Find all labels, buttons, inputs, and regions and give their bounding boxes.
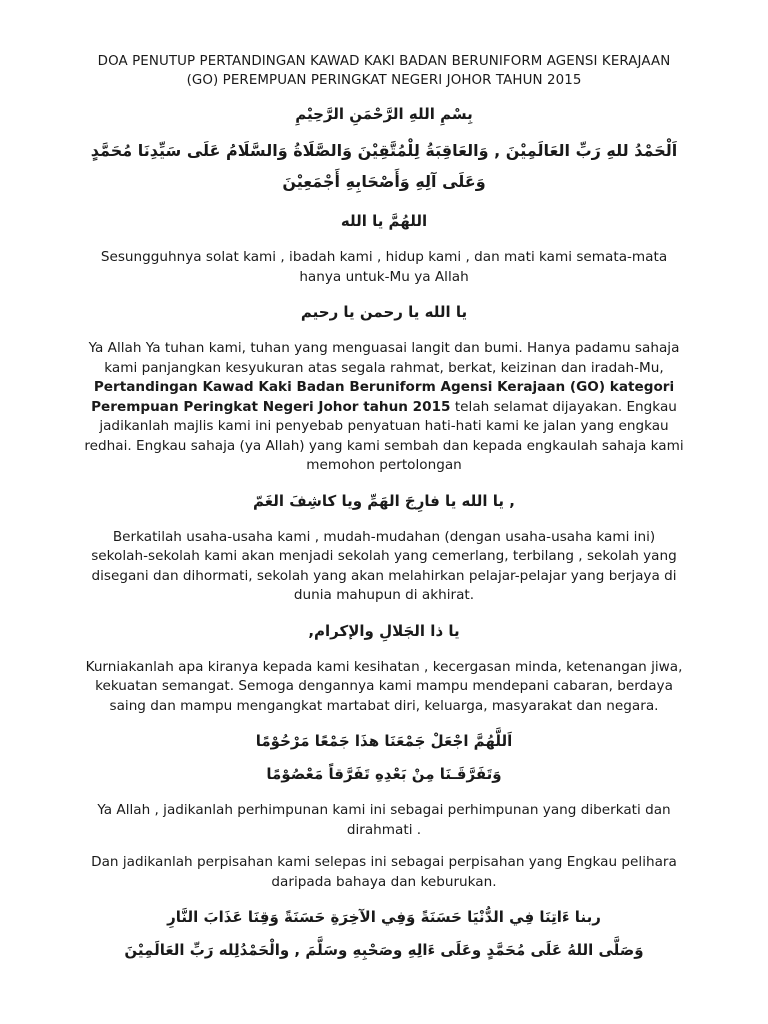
- paragraph-berkatilah: Berkatilah usaha-usaha kami , mudah-mudahan (dengan usaha-usaha kami ini) sekolah-sekolah kami akan menjadi sekolah yang cemerlang, terbilang , sekolah yang disegani dan dihormati, sekolah yang akan melahirkan pelajar-pelajar yang berjaya di dunia mahupun di akhirat.: [91, 528, 677, 603]
- document-title: DOA PENUTUP PERTANDINGAN KAWAD KAKI BADAN BERUNIFORM AGENSI KERAJAAN (GO) PEREMPUAN PERINGKAT NEGERI JOHOR TAHUN 2015: [97, 54, 671, 88]
- invocation-tafarruqan-masuman: وَتَفَرَّقَـنَا مِنْ بَعْدِهِ تَفَرَّقاً مَعْصُوْمًا: [266, 765, 502, 783]
- invocation-dhal-jalal: يا ذا الجَلالِ والإكرام,: [308, 621, 460, 640]
- invocation-jamaan-marhuman: اَللَّهُمَّ اجْعَلْ جَمْعَنَا هذَا جَمْعًا مَرْحُوْمًا: [255, 732, 513, 750]
- closing-salawat: وَصَلَّى اللهُ عَلَى مُحَمَّدٍ وعَلَى ءَالِهِ وصَحْبِهِ وسَلَّمَ , والْحَمْدُلِله رَبِّ العَالَمِيْنَ: [124, 941, 644, 959]
- closing-rabbana: ربنا ءَاتِنَا فِي الدُّنْيَا حَسَنَةً وَفِي الآخِرَةِ حَسَنَةً وَقِنَا عَذَابَ النَّارِ: [167, 908, 601, 926]
- paragraph-syukur-part-1: Ya Allah Ya tuhan kami, tuhan yang menguasai langit dan bumi. Hanya padamu sahaja kami panjangkan kesyukuran atas segala rahmat, berkat, keizinan dan iradah-Mu,: [88, 340, 680, 376]
- invocation-ya-allah: اللهُمَّ يا الله: [340, 212, 428, 230]
- hamdalah: اَلْحَمْدُ للهِ رَبِّ العَالَمِيْنَ , وَالعَاقِبَةُ لِلْمُتَّقِيْنَ وَالصَّلَاةُ وَالسَّلَامُ عَلَى سَيِّدِنَا مُحَمَّدٍ وَعَلَى آلِهِ وَأَصْحَابِهِ أَجْمَعِيْنَ: [90, 141, 678, 191]
- paragraph-syukur: [84, 339, 684, 476]
- invocation-rahman-rahim: يا الله يا رحمن يا رحيم: [300, 303, 468, 321]
- paragraph-kurniakanlah: Kurniakanlah apa kiranya kepada kami kesihatan , kecergasan minda, ketenangan jiwa, kekuatan semangat. Semoga dengannya kami mampu mendepani cabaran, berdaya saing dan mampu mengangkat martabat diri, keluarga, masyarakat dan negara.: [85, 658, 683, 714]
- paragraph-syukur-part-2: telah selamat dijayakan. Engkau jadikanlah majlis kami ini penyebab penyatuan hati-hati kami ke jalan yang engkau redhai. Engkau sahaja (ya Allah) yang kami sembah dan kepada engkaulah sahaja kami memohon pertolongan: [84, 398, 684, 473]
- paragraph-perpisahan: Dan jadikanlah perpisahan kami selepas ini sebagai perpisahan yang Engkau pelihara daripada bahaya dan keburukan.: [91, 854, 677, 890]
- basmalah: بِسْمِ اللهِ الرَّحْمَنِ الرَّحِيْمِ: [295, 105, 473, 123]
- paragraph-solat: Sesungguhnya solat kami , ibadah kami , hidup kami , dan mati kami semata-mata hanya untuk-Mu ya Allah: [100, 249, 668, 285]
- paragraph-perhimpunan: Ya Allah , jadikanlah perhimpunan kami ini sebagai perhimpunan yang diberkati dan dirahmati .: [97, 802, 671, 838]
- invocation-farij-al-hamm: , يا الله يا فارِجَ الهَمِّ ويا كاشِفَ الغَمّ: [253, 491, 515, 510]
- event-name: Pertandingan Kawad Kaki Badan Beruniform Agensi Kerajaan (GO) kategori Perempuan Peringkat Negeri Johor tahun 2015: [91, 379, 675, 415]
